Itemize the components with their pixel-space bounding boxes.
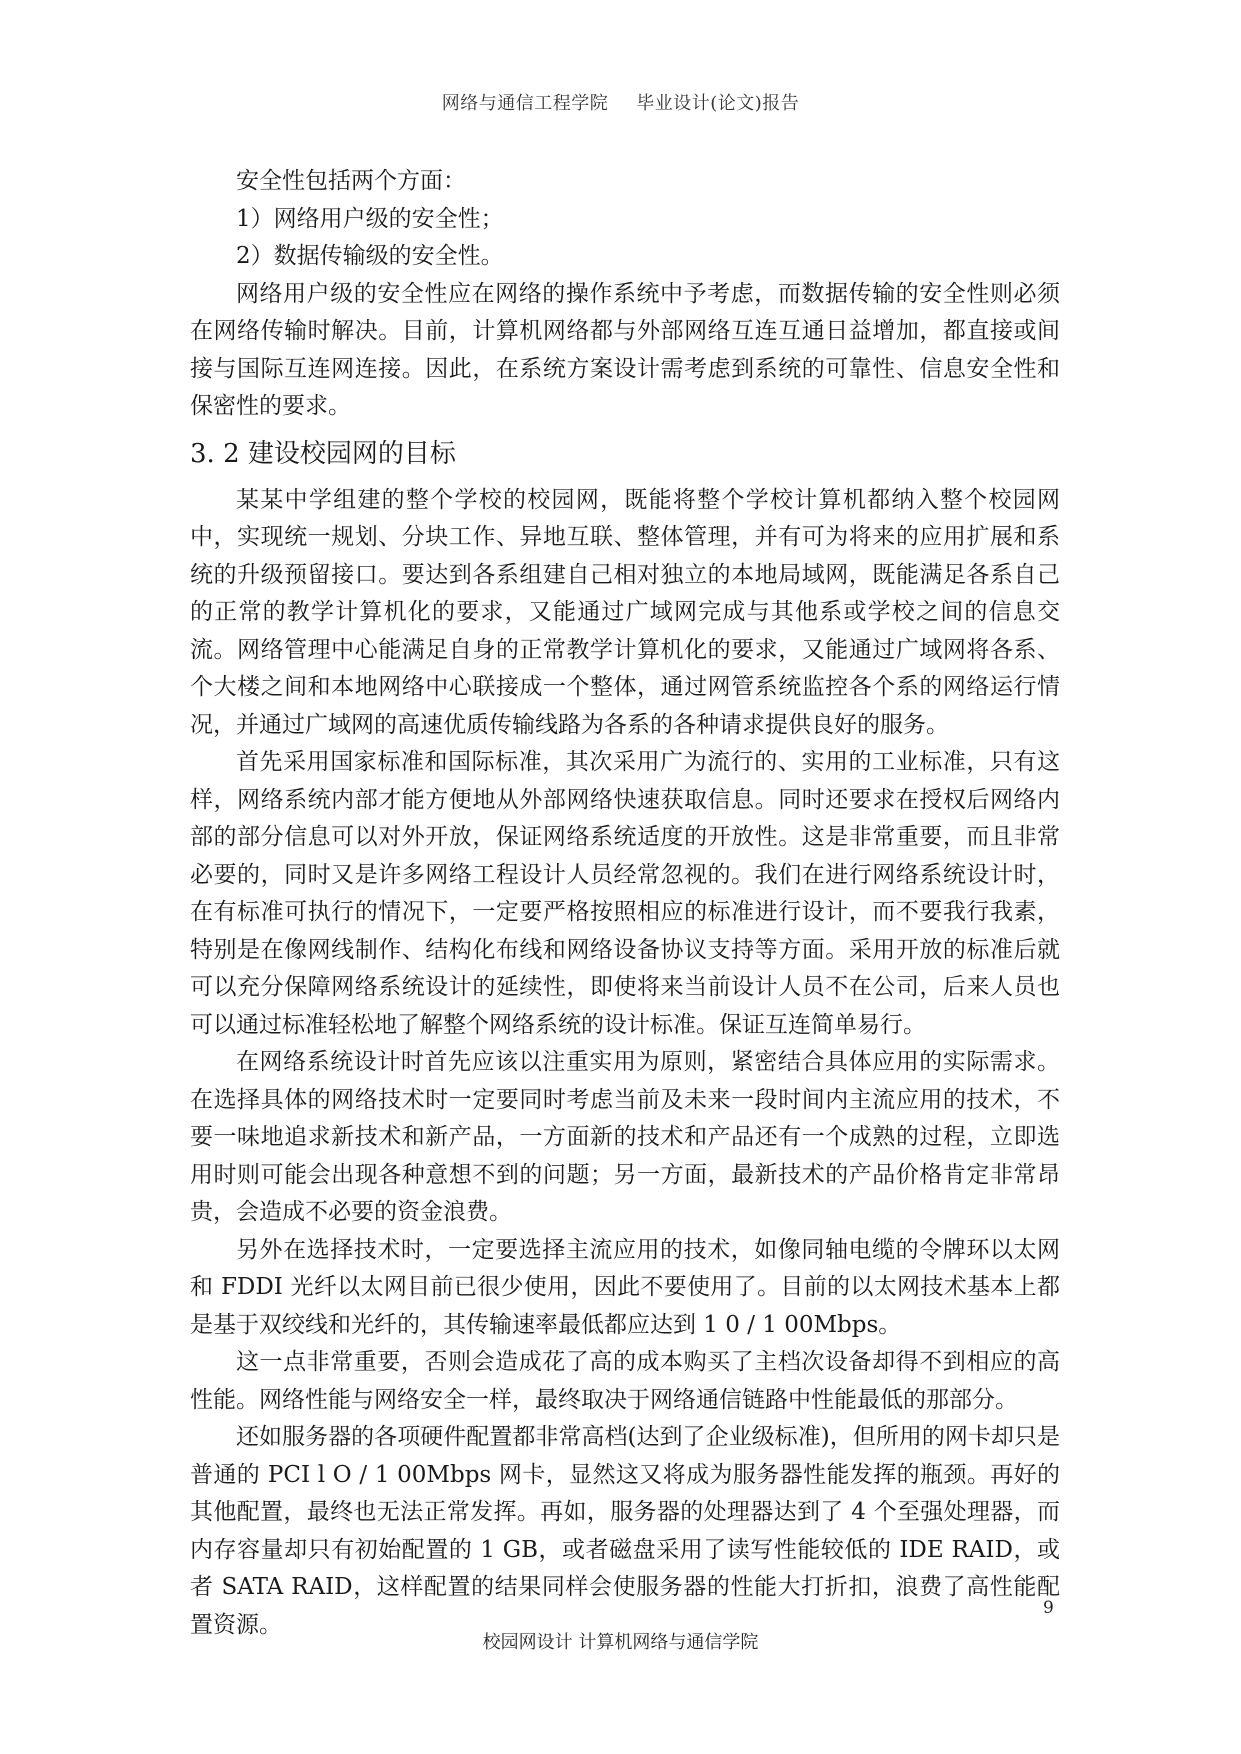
paragraph: 在网络系统设计时首先应该以注重实用为原则，紧密结合具体应用的实际需求。在选择具体的网络技术时一定要同时考虑当前及未来一段时间内主流应用的技术，不要一味地追求新技术和新产品，一方面新的技术和产品还有一个成熟的过程，立即选用时则可能会出现各种意想不到的问题；另一方面，最新技术的产品价格肯定非常昂贵，会造成不必要的资金浪费。 <box>190 1049 1060 1225</box>
paragraph: 这一点非常重要，否则会造成花了高的成本购买了主档次设备却得不到相应的高性能。网络性能与网络安全一样，最终取决于网络通信链路中性能最低的那部分。 <box>190 1349 1060 1413</box>
section-heading: 3. 2 建设校园网的目标 <box>190 438 456 469</box>
paragraph: 首先采用国家标准和国际标准，其次采用广为流行的、实用的工业标准，只有这样，网络系统内部才能方便地从外部网络快速获取信息。同时还要求在授权后网络内部的部分信息可以对外开放，保证网络系统适度的开放性。这是非常重要，而且非常必要的，同时又是许多网络工程设计人员经常忽视的。我们在进行网络系统设计时，在有标准可执行的情况下，一定要严格按照相应的标准进行设计，而不要我行我素，特别是在像网线制作、结构化布线和网络设备协议支持等方面。采用开放的标准后就可以充分保障网络系统设计的延续性，即使将来当前设计人员不在公司，后来人员也可以通过标准轻松地了解整个网络系统的设计标准。保证互连简单易行。 <box>190 749 1060 1038</box>
intro-line: 安全性包括两个方面： <box>236 168 466 194</box>
document-body <box>190 163 1060 1644</box>
page-number: 9 <box>1043 1598 1054 1618</box>
page-header <box>0 89 1241 115</box>
header-school: 网络与通信工程学院 <box>441 93 609 114</box>
paragraph: 还如服务器的各项硬件配置都非常高档(达到了企业级标准)，但所用的网卡却只是普通的 PCI l O / 1 00Mbps 网卡，显然这又将成为服务器性能发挥的瓶颈。再好的其他配置，最终也无法正常发挥。再如，服务器的处理器达到了 4 个至强处理器，而内存容量却只有初始配置的 1 GB，或者磁盘采用了读写性能较低的 IDE RAID，或者 SATA RAID，这样配置的结果同样会使服务器的性能大打折扣，浪费了高性能配置资源。 <box>190 1424 1060 1638</box>
paragraph: 某某中学组建的整个学校的校园网，既能将整个学校计算机都纳入整个校园网中，实现统一规划、分块工作、异地互联、整体管理，并有可为将来的应用扩展和系统的升级预留接口。要达到各系组建自己相对独立的本地局域网，既能满足各系自己的正常的教学计算机化的要求，又能通过广域网完成与其他系或学校之间的信息交流。网络管理中心能满足自身的正常教学计算机化的要求，又能通过广域网将各系、个大楼之间和本地网络中心联接成一个整体，通过网管系统监控各个系的网络运行情况，并通过广域网的高速优质传输线路为各系的各种请求提供良好的服务。 <box>190 486 1060 738</box>
page-footer: 校园网设计 计算机网络与通信学院 <box>482 1632 759 1653</box>
paragraph: 另外在选择技术时，一定要选择主流应用的技术，如像同轴电缆的令牌环以太网和 FDDI 光纤以太网目前已很少使用，因此不要使用了。目前的以太网技术基本上都是基于双绞线和光纤的，其传输速率最低都应达到 1 0 / 1 00Mbps。 <box>190 1236 1060 1338</box>
list-item: 2）数据传输级的安全性。 <box>236 243 504 269</box>
paragraph: 网络用户级的安全性应在网络的操作系统中予考虑，而数据传输的安全性则必须在网络传输时解决。目前，计算机网络都与外部网络互连互通日益增加，都直接或间接与国际互连网连接。因此，在系统方案设计需考虑到系统的可靠性、信息安全性和保密性的要求。 <box>190 280 1060 419</box>
header-doc-type: 毕业设计(论文)报告 <box>636 93 800 114</box>
list-item: 1）网络用户级的安全性； <box>236 205 504 232</box>
